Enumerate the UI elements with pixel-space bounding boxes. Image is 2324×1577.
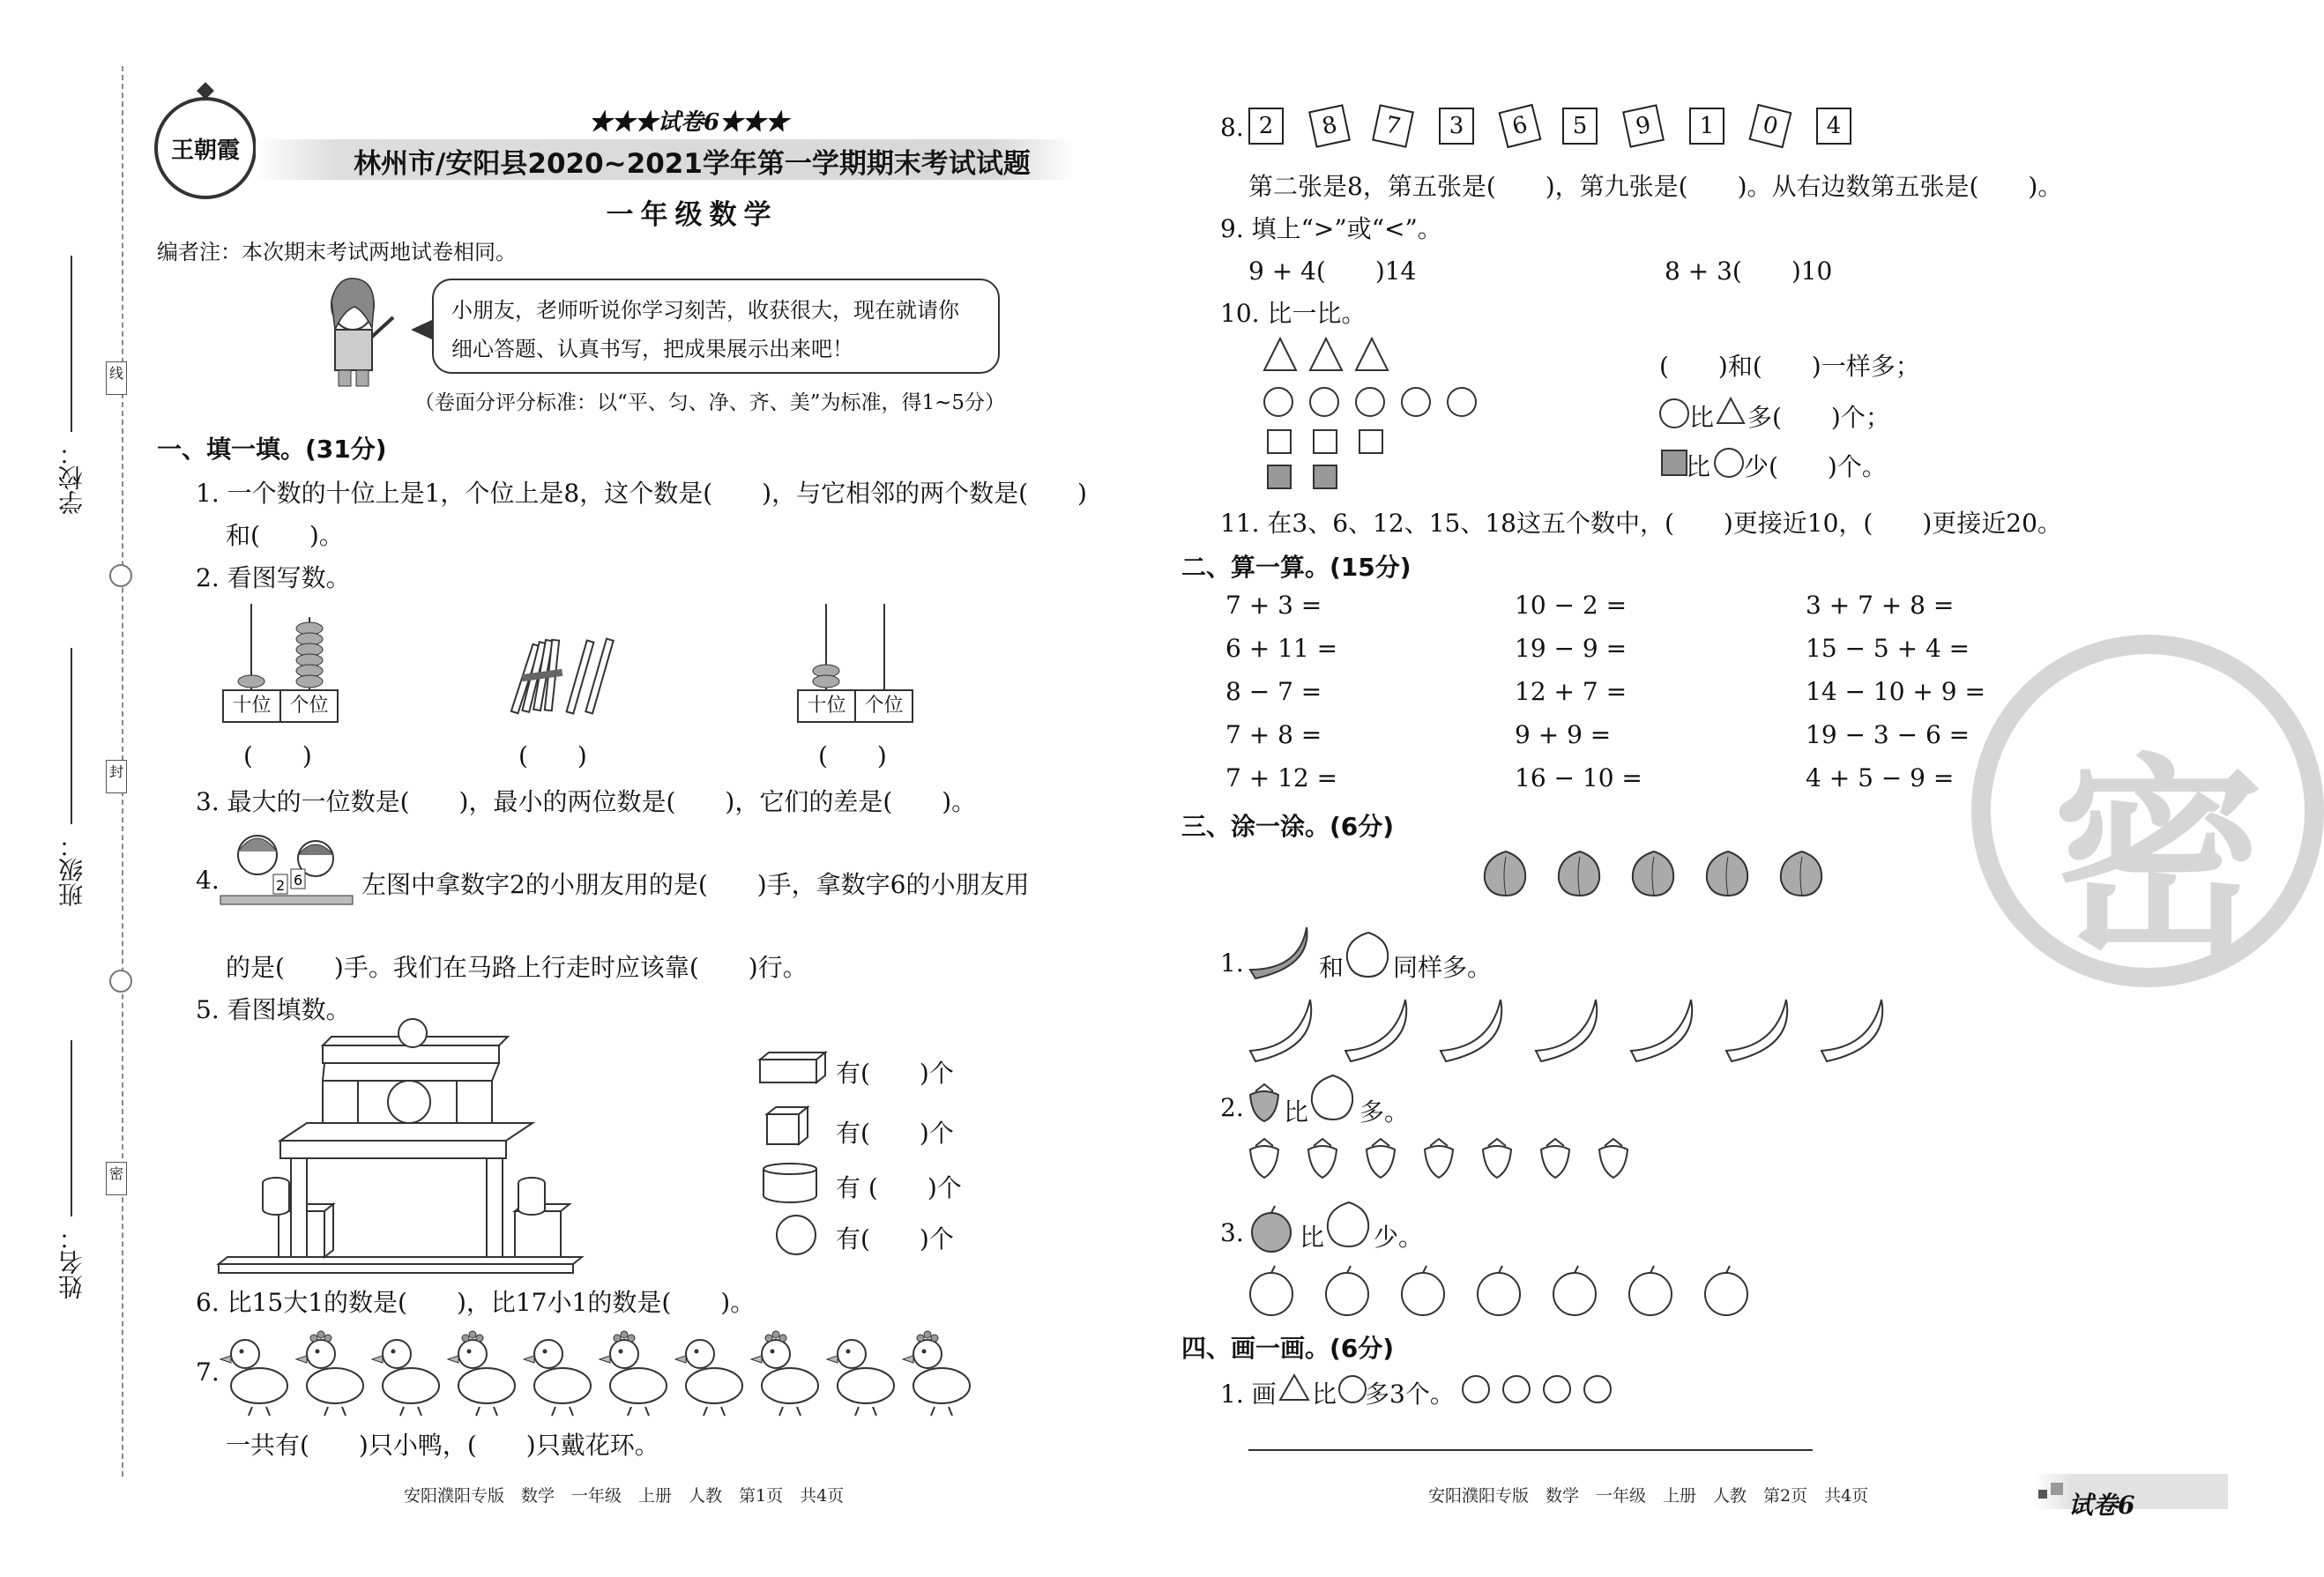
q9-a: 9 + 4( )14 [1248,257,1417,286]
editor-note: 编者注：本次期末考试两地试卷相同。 [157,240,517,264]
calc-item: 7 + 12 = [1225,763,1338,792]
q2-answer-2[interactable]: ( ) [518,741,587,770]
number-cards [1248,104,1866,153]
s3-q1-same: 同样多。 [1393,953,1493,982]
speech-line-1: 小朋友，老师听说你学习刻苦，收获很大，现在就请你 [451,298,959,323]
q3: 3. 最大的一位数是( )，最小的两位数是( )，它们的差是( )。 [196,787,977,816]
s3-q2-more: 多。 [1359,1097,1410,1127]
q4-line-2: 的是( )手。我们在马路上行走时应该靠( )行。 [226,953,808,982]
q7-number: 7. [196,1358,220,1387]
seal-mark-line: 线 [106,361,127,395]
number-card: 7 [1372,104,1414,147]
watermark-seal [1971,635,2324,987]
svg-text:6: 6 [294,872,303,889]
s3-q1-number: 1. [1220,948,1244,978]
calc-item: 6 + 11 = [1225,634,1338,663]
q10-s2-than: 比 [1689,403,1715,432]
binding-hole [109,564,132,587]
calc-item: 7 + 8 = [1225,720,1322,749]
peach-icon [1326,1201,1374,1248]
cylinder-icon [762,1162,818,1204]
circle-icon [1462,1375,1490,1403]
peach-icon [1345,931,1393,978]
watermark-glyph: 密 [2052,734,2265,983]
footer-left: 安阳濮阳专版 数学 一年级 上册 人教 第1页 共4页 [404,1486,845,1506]
number-card: 9 [1622,104,1665,147]
number-card: 8 [1308,104,1351,147]
circle-icon [1543,1375,1571,1403]
footer-square-icon [2051,1483,2063,1495]
calc-item: 4 + 5 − 9 = [1806,763,1955,792]
banana-row [1247,993,1908,1063]
q2-answer-3[interactable]: ( ) [818,741,887,770]
section-2-title: 二、算一算。(15分) [1181,553,1412,582]
peach-icon [1310,1074,1358,1121]
q4-number: 4. [196,866,220,895]
triangle-icon [1716,397,1746,425]
number-card: 1 [1689,108,1724,145]
apple-icon [1247,1204,1296,1253]
number-card: 3 [1439,108,1474,145]
number-card: 2 [1248,108,1284,145]
q10-title: 10. 比一比。 [1220,299,1367,328]
section-3-title: 三、涂一涂。(6分) [1181,812,1395,841]
apple-row [1247,1264,1758,1317]
s4-q1-more: 多3个。 [1365,1380,1455,1409]
calc-item: 19 − 3 − 6 = [1806,720,1970,749]
class-field[interactable] [55,648,86,939]
ducks-row [220,1322,1014,1419]
answer-line[interactable] [1248,1449,1813,1451]
section-4-title: 四、画一画。(6分) [1181,1334,1395,1363]
number-card: 0 [1749,104,1792,148]
exam-title: 林州市/安阳县2020~2021学年第一学期期末考试试题 [354,148,1031,180]
shape-row-1: 有( )个 [836,1059,954,1088]
s4-q1-draw: 1. 画 [1220,1380,1277,1409]
scoring-note: （卷面分评分标准：以“平、匀、净、齐、美”为标准，得1~5分） [414,391,1006,414]
logo [154,97,257,199]
abacus-ones-label: 个位 [864,695,904,717]
footer-right: 安阳濮阳专版 数学 一年级 上册 人教 第2页 共4页 [1428,1486,1869,1506]
s3-q3-number: 3. [1220,1218,1244,1247]
kids-illustration [220,825,353,922]
calc-item: 9 + 9 = [1515,720,1612,749]
calc-item: 16 − 10 = [1515,763,1642,792]
comparison-shapes [1263,335,1501,494]
abacus-1-base [222,689,339,723]
svg-text:2: 2 [276,877,286,894]
q1-line-2: 和( )。 [226,521,344,550]
counting-sticks [511,635,617,723]
school-label: 学校： [57,441,86,515]
q8-number: 8. [1220,113,1244,142]
subject-title: 一年级数学 [606,199,778,231]
circle-icon [1659,398,1689,428]
s4-q1-than: 比 [1312,1380,1337,1409]
abacus-tens-label: 十位 [799,691,856,721]
shape-row-2: 有( )个 [836,1119,954,1148]
q11: 11. 在3、6、12、15、18这五个数中，( )更接近10，( )更接近20。 [1220,509,2062,538]
calc-item: 14 − 10 + 9 = [1806,677,1985,706]
cuboid-icon [758,1051,829,1086]
shaded-square-icon [1661,450,1687,476]
q7-line: 一共有( )只小鸭，( )只戴花环。 [226,1431,659,1460]
teacher-illustration [319,275,399,388]
s3-q3-than: 比 [1300,1223,1325,1252]
calc-item: 8 − 7 = [1225,677,1322,706]
number-card: 6 [1499,104,1542,148]
cube-icon [765,1105,809,1146]
abacus-ones-label: 个位 [289,695,329,717]
seal-mark-seal: 封 [106,760,127,793]
abacus-tens-label: 十位 [224,691,281,721]
logo-text: 王朝霞 [170,137,240,164]
calc-item: 7 + 3 = [1225,591,1322,620]
shape-row-4: 有( )个 [836,1224,954,1253]
school-field[interactable] [55,256,86,547]
strawberry-row [1247,1137,1635,1181]
q10-s3-less: 少( )个。 [1744,452,1887,481]
calc-grid [1225,591,2001,811]
sphere-icon [776,1215,816,1255]
calc-item: 3 + 7 + 8 = [1806,591,1955,620]
calc-item: 15 − 5 + 4 = [1806,634,1970,663]
q10-statement-1: ( )和( )一样多； [1659,352,1920,381]
footer-tag: 试卷6 [2068,1491,2135,1520]
q6: 6. 比15大1的数是( )，比17小1的数是( )。 [196,1288,756,1317]
q4-line-1: 左图中拿数字2的小朋友用的是( )手，拿数字6的小朋友用 [361,870,1030,899]
number-card: 5 [1562,108,1598,145]
paper-label: ★★★试卷6★★★ [589,109,789,136]
banana-icon [1247,922,1312,980]
s3-q1-and: 和 [1319,953,1344,982]
section-1-title: 一、填一填。(31分) [157,435,387,464]
speech-line-2: 细心答题、认真书写，把成果展示出来吧！ [451,337,853,361]
footer-square-icon [2038,1490,2047,1499]
q9-title: 9. 填上“>”或“<”。 [1220,214,1442,243]
s3-q2-than: 比 [1284,1097,1309,1127]
shape-row-3: 有 ( )个 [836,1173,962,1202]
triangle-icon [1278,1373,1310,1402]
number-card: 4 [1816,108,1851,145]
calc-item: 19 − 9 = [1515,634,1628,663]
name-field[interactable] [55,1040,86,1331]
q1-line-1: 1. 一个数的十位上是1，个位上是8，这个数是( )，与它相邻的两个数是( ) [196,479,1087,508]
name-label: 姓名： [57,1225,86,1299]
s3-q3-less: 少。 [1374,1223,1424,1252]
q10-s2-more: 多( )个； [1747,403,1890,432]
q2-answer-1[interactable]: ( ) [243,741,312,770]
calc-item: 12 + 7 = [1515,677,1628,706]
q5-title: 5. 看图填数。 [196,995,351,1024]
calc-item: 10 − 2 = [1515,591,1628,620]
speech-tail [411,319,434,340]
circle-icon [1338,1375,1367,1403]
seal-mark-secret: 密 [106,1162,127,1195]
circle-icon [1714,448,1744,478]
class-label: 班级： [57,833,86,907]
q2-title: 2. 看图写数。 [196,563,351,592]
circle-icon [1502,1375,1531,1403]
abacus-2-base [797,689,913,723]
blocks-structure [219,1026,607,1273]
strawberry-icon [1247,1082,1282,1123]
q10-s3-than: 比 [1686,452,1711,481]
s3-q2-number: 2. [1220,1093,1244,1122]
speech-bubble [432,279,1000,374]
q9-b: 8 + 3( )10 [1665,257,1833,286]
peach-row [1481,848,1834,901]
q8-text: 第二张是8，第五张是( )，第九张是( )。从右边数第五张是( )。 [1248,172,2063,201]
binding-hole [109,970,132,993]
circle-icon [1583,1375,1612,1403]
